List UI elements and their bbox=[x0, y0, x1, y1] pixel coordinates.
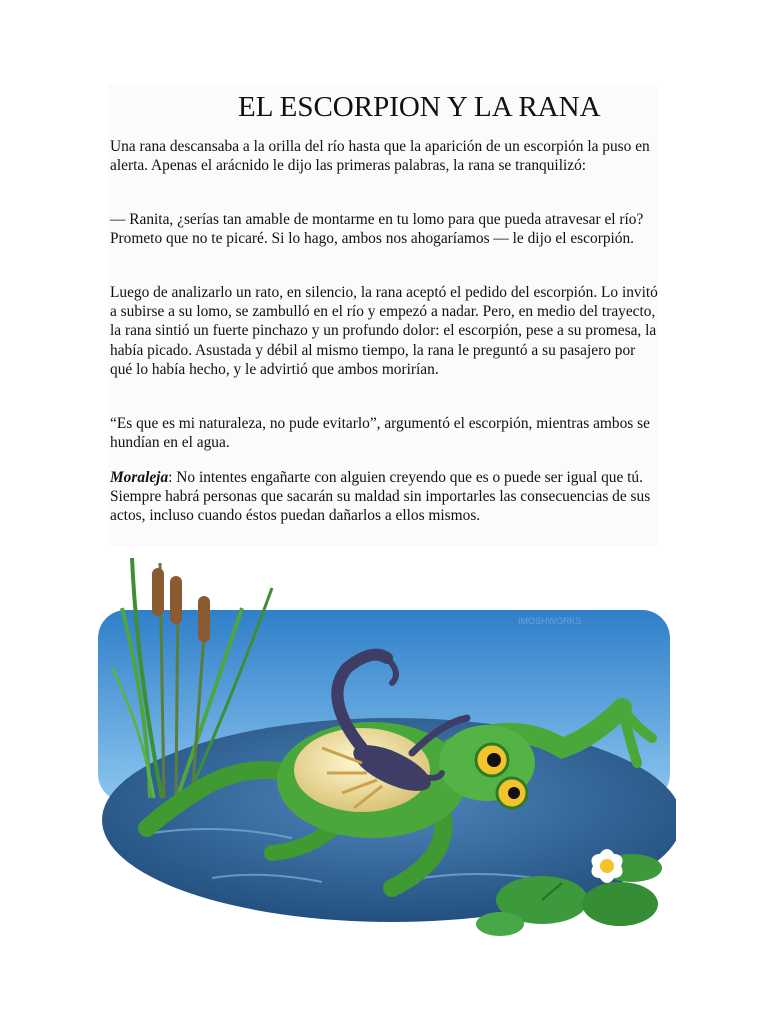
watermark-text: IMOSHWORKS bbox=[518, 616, 582, 626]
moral-paragraph bbox=[110, 468, 658, 526]
story-text-block bbox=[108, 84, 658, 546]
moral-text: : No intentes engañarte con alguien creyendo que es o puede ser igual que tú. Siempre habrá personas que sacarán su maldad sin importarles las consecuencias de sus actos, incluso cuando éstos puedan dañarlos a ellos mismos. bbox=[110, 469, 651, 525]
story-paragraph-4: “Es que es mi naturaleza, no pude evitarlo”, argumentó el escorpión, mientras ambos se hundían en el agua. bbox=[110, 415, 650, 452]
moral-label: Moraleja bbox=[110, 469, 169, 486]
story-paragraph-3: Luego de analizarlo un rato, en silencio, la rana aceptó el pedido del escorpión. Lo invitó a subirse a su lomo, se zambulló en el río y empezó a nadar. Pero, en medio del trayecto, la rana sintió un fuerte pinchazo y un profundo dolor: el escorpión, pese a su promesa, la había picado. Asustada y débil al mismo tiempo, la rana le preguntó a su pasajero por qué lo había hecho, y le advirtió que ambos morirían. bbox=[110, 284, 658, 378]
story-paragraph-2: — Ranita, ¿serías tan amable de montarme en tu lomo para que pueda atravesar el río? Prometo que no te picaré. Si lo hago, ambos nos ahogaríamos — le dijo el escorpión. bbox=[110, 211, 644, 248]
page-title: EL ESCORPION Y LA RANA bbox=[238, 91, 601, 123]
story-paragraph-1: Una rana descansaba a la orilla del río hasta que la aparición de un escorpión la puso en alerta. Apenas el arácnido le dijo las primeras palabras, la rana se tranquilizó: bbox=[110, 138, 650, 175]
scorpion-frog-illustration bbox=[92, 548, 676, 948]
